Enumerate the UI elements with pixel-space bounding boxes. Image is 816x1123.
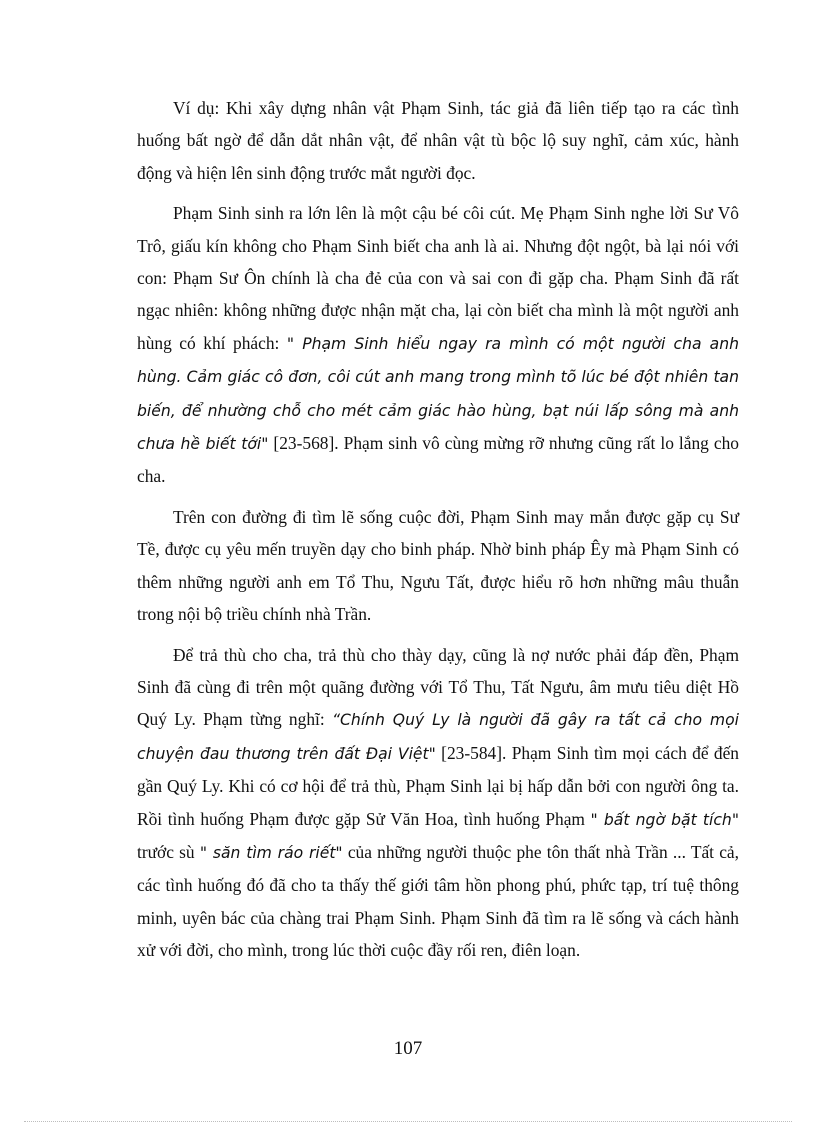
paragraph-text: Phạm Sinh sinh ra lớn lên là một cậu bé côi cút. Mẹ Phạm Sinh nghe lời Sư Vô Trô, giấu kín không cho Phạm Sinh biết cha anh là ai. Nhưng đột ngột, bà lại nói với con: Phạm Sư Ôn chính là cha đẻ của con và sai con đi gặp cha. Phạm Sinh đã rất ngạc nhiên: không những được nhận mặt cha, lại còn biết cha mình là một người anh hùng có khí phách:: [137, 203, 739, 353]
page-number: 107: [393, 1038, 423, 1059]
italic-quote: " bất ngờ bặt tích": [590, 810, 739, 829]
document-body: [137, 92, 739, 975]
paragraph-text: Ví dụ: Khi xây dựng nhân vật Phạm Sinh, tác giả đã liên tiếp tạo ra các tình huống bất ngờ để dẫn dắt nhân vật, để nhân vật tù bộc lộ suy nghĩ, cảm xúc, hành động và hiện lên sinh động trước mắt người đọc.: [137, 98, 739, 183]
paragraph-text: của những người thuộc phe tôn thất nhà Trần ... Tất cả, các tình huống đó đã cho ta thấy thế giới tâm hồn phong phú, phức tạp, trí tuệ thông minh, uyên bác của chàng trai Phạm Sinh. Phạm Sinh đã tìm ra lẽ sống và cách hành xử với đời, cho mình, trong lúc thời cuộc đầy rối ren, điên loạn.: [137, 841, 739, 961]
paragraph-text: Trên con đường đi tìm lẽ sống cuộc đời, Phạm Sinh may mắn được gặp cụ Sư Tề, được cụ yêu mến truyền dạy cho binh pháp. Nhờ binh pháp Êy mà Phạm Sinh có thêm những người anh em Tổ Thu, Ngưu Tất, được hiểu rõ hơn những mâu thuẫn trong nội bộ triều chính nhà Trần.: [137, 506, 739, 625]
paragraph-text: trước sù: [137, 841, 200, 862]
italic-quote: " Phạm Sinh hiểu ngay ra mình có một người cha anh hùng. Cảm giác cô đơn, côi cút anh mang trong mình tõ lúc bé đột nhiên tan biến, để nhường chỗ cho mét cảm giác hào hùng, bạt núi lấp sông mà anh chưa hề biết tới": [137, 334, 739, 454]
paragraph-example-intro: [137, 92, 739, 189]
paragraph-text: [23-568]. Phạm sinh vô cùng mừng rỡ nhưng cũng rất lo lắng cho cha.: [137, 433, 740, 487]
italic-quote: " săn tìm ráo riết": [199, 843, 343, 862]
italic-quote: “Chính Quý Ly là người đã gây ra tất cả cho mọi chuyện đau thương trên đất Đại Việt": [137, 711, 739, 763]
page-bottom-divider: [24, 1121, 792, 1122]
paragraph-text: [23-584]. Phạm Sinh tìm mọi cách để đến gần Quý Ly. Khi có cơ hội để trả thù, Phạm Sinh lại bị hấp dẫn bởi con người ông ta. Rồi tình huống Phạm được gặp Sử Văn Hoa, tình huống Phạm: [137, 742, 739, 829]
paragraph-revenge: [137, 639, 739, 967]
paragraph-text: Để trả thù cho cha, trả thù cho thày dạy, cũng là nợ nước phải đáp đền, Phạm Sinh đã cùng đi trên một quãng đường với Tổ Thu, Tất Ngưu, âm mưu tiêu diệt Hồ Quý Ly. Phạm từng nghĩ:: [137, 644, 739, 730]
paragraph-su-te: [137, 501, 739, 631]
paragraph-pham-sinh-origin: [137, 197, 739, 493]
